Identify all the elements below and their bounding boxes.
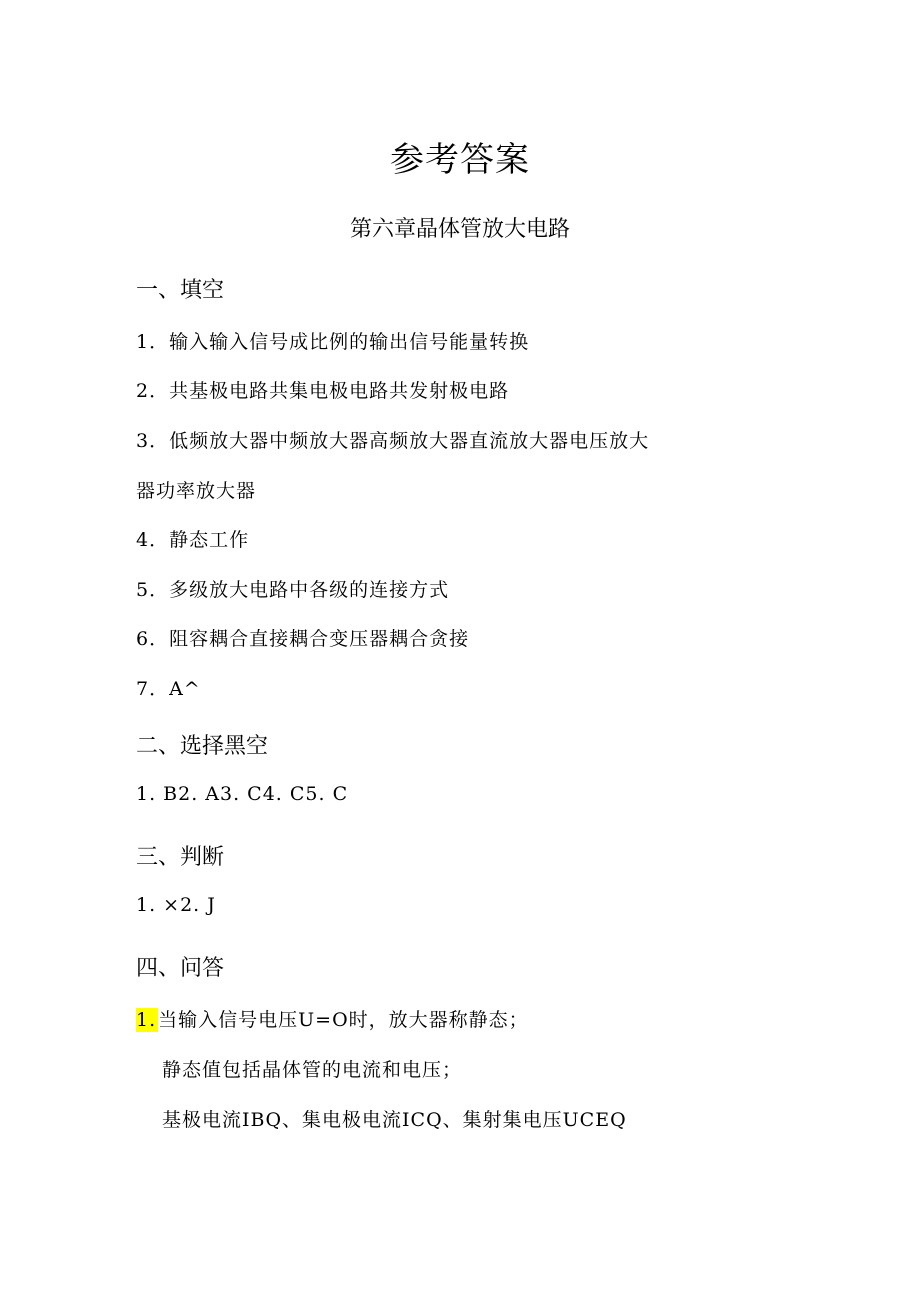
section-heading-fill: 一、填空 bbox=[136, 278, 225, 303]
chapter-title: 第六章晶体管放大电路 bbox=[349, 217, 570, 242]
fill-item-2: 2．共基极电路共集电极电路共发射极电路 bbox=[136, 380, 510, 402]
section-heading-choice: 二、选择黑空 bbox=[136, 734, 269, 759]
qa-item-1-number-highlighted: 1. bbox=[136, 1009, 157, 1031]
fill-item-3-continued: 器功率放大器 bbox=[136, 480, 257, 502]
page-title: 参考答案 bbox=[390, 140, 530, 180]
choice-answers: 1. B2. A3. C4. C5. C bbox=[136, 783, 349, 805]
section-heading-judge: 三、判断 bbox=[136, 845, 225, 870]
fill-item-4: 4．静态工作 bbox=[136, 529, 250, 551]
fill-item-7: 7．A^ bbox=[136, 678, 201, 700]
qa-item-1-text: 当输入信号电压U=O时，放大器称静态； bbox=[158, 1009, 529, 1031]
section-heading-qa: 四、问答 bbox=[136, 956, 225, 981]
fill-item-6: 6．阻容耦合直接耦合变压器耦合贪接 bbox=[136, 628, 470, 650]
qa-item-1-line-3: 基极电流IBQ、集电极电流ICQ、集射集电压UCEQ bbox=[162, 1109, 627, 1131]
qa-item-1-line-2: 静态值包括晶体管的电流和电压； bbox=[162, 1059, 463, 1081]
qa-item-1 bbox=[136, 1005, 529, 1032]
judge-answers: 1. ×2. J bbox=[136, 894, 216, 916]
fill-item-3: 3．低频放大器中频放大器高频放大器直流放大器电压放大 bbox=[136, 430, 650, 452]
fill-item-5: 5．多级放大电路中各级的连接方式 bbox=[136, 579, 450, 601]
fill-item-1: 1．输入输入信号成比例的输出信号能量转换 bbox=[136, 331, 530, 353]
